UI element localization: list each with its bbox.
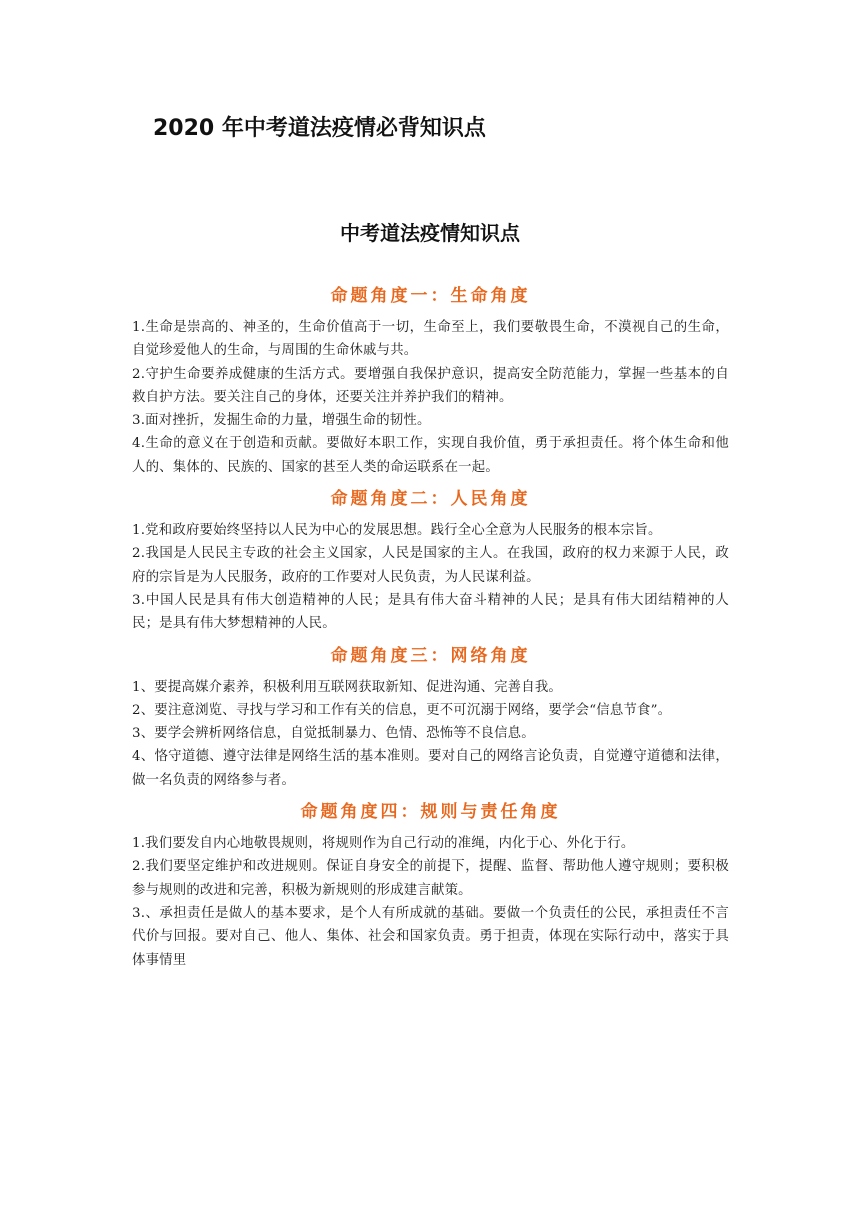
section-heading: 命题角度三：网络角度 (330, 645, 531, 666)
section-heading: 命题角度一：生命角度 (330, 286, 531, 306)
paragraph: 4、恪守道德、遵守法律是网络生活的基本准则。要对自己的网络言论负责，自觉遵守道德和法律，做一名负责的网络参与者。 (132, 749, 729, 788)
section-title: 中考道法疫情知识点 (340, 221, 520, 245)
paragraph: 1.我们要发自内心地敬畏规则，将规则作为自己行动的准绳，内化于心、外化于行。 (132, 836, 635, 852)
paragraph: 2、要注意浏览、寻找与学习和工作有关的信息，更不可沉溺于网络，要学会“信息节食”。 (132, 702, 672, 718)
paragraph: 3、要学会辨析网络信息，自觉抵制暴力、色情、恐怖等不良信息。 (132, 726, 535, 742)
paragraph: 1.生命是崇高的、神圣的，生命价值高于一切，生命至上，我们要敬畏生命，不漠视自己的生命，自觉珍爱他人的生命，与周围的生命休戚与共。 (132, 320, 729, 359)
paragraph: 2.我们要坚定维护和改进规则。保证自身安全的前提下，提醒、监督、帮助他人遵守规则；要积极参与规则的改进和完善，积极为新规则的形成建言献策。 (132, 859, 729, 898)
section-heading: 命题角度二：人民角度 (330, 489, 531, 510)
document-title: 2020 年中考道法疫情必背知识点 (153, 116, 486, 141)
paragraph: 1.党和政府要始终坚持以人民为中心的发展思想。践行全心全意为人民服务的根本宗旨。 (132, 523, 662, 539)
paragraph: 3.、承担责任是做人的基本要求，是个人有所成就的基础。要做一个负责任的公民，承担责任不言代价与回报。要对自己、他人、集体、社会和国家负责。勇于担责，体现在实际行动中，落实于具体事情里 (132, 905, 729, 968)
section-network (132, 642, 729, 792)
paragraph: 3.中国人民是具有伟大创造精神的人民；是具有伟大奋斗精神的人民；是具有伟大团结精神的人民；是具有伟大梦想精神的人民。 (132, 592, 729, 632)
section-heading: 命题角度四：规则与责任角度 (300, 802, 561, 823)
paragraph: 3.面对挫折，发掘生命的力量，增强生命的韧性。 (132, 413, 431, 429)
document-body (132, 282, 729, 978)
section-people (132, 485, 729, 635)
paragraph: 1、要提高媒介素养，积极利用互联网获取新知、促进沟通、完善自我。 (132, 679, 563, 695)
paragraph: 4.生命的意义在于创造和贡献。要做好本职工作，实现自我价值，勇于承担责任。将个体生命和他人的、集体的、民族的、国家的甚至人类的命运联系在一起。 (132, 436, 729, 475)
section-rules-responsibility (132, 798, 729, 972)
paragraph: 2.守护生命要养成健康的生活方式。要增强自我保护意识，提高安全防范能力，掌握一些基本的自救自护方法。要关注自己的身体，还要关注并养护我们的精神。 (132, 366, 729, 405)
paragraph: 2.我国是人民民主专政的社会主义国家，人民是国家的主人。在我国，政府的权力来源于人民，政府的宗旨是为人民服务，政府的工作要对人民负责，为人民谋利益。 (132, 546, 729, 585)
section-life (132, 282, 729, 479)
